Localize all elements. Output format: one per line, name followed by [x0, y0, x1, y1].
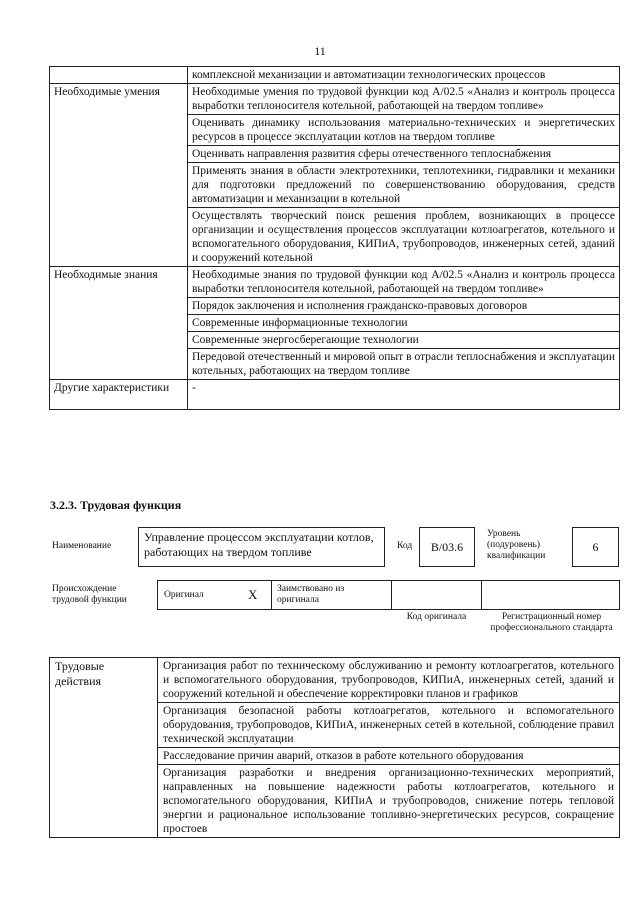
table-cell: Организация безопасной работы котлоагрегатов, котельного и вспомогательного оборудования, трубопроводов, КИПиА, инженерных сетей в котельной, соблюдение правил технической эксплуатации	[158, 703, 620, 748]
section-title: 3.2.3. Трудовая функция	[50, 498, 182, 512]
table-cell: Передовой отечественный и мировой опыт в отрасли теплоснабжения и эксплуатации котельных, работающих на твердом топливе	[188, 349, 620, 380]
table-cell: Осуществлять творческий поиск решения проблем, возникающих в процессе организации и осуществления процессов эксплуатации котлоагрегатов, котельного и вспомогательного оборудования, КИПиА, трубопроводов, инженерных сетей, зданий и сооружений котельной	[188, 208, 620, 267]
table-cell: Организация разработки и внедрения организационно-технических мероприятий, направленных на повышение надежности работы котлоагрегатов, котельного и вспомогательного оборудования, КИПиА и трубопроводов, снижение потерь тепловой энергии и рациональное использование топливно-энергетических ресурсов, сокращение простоев	[158, 765, 620, 838]
table-row	[50, 658, 620, 703]
table-cell: Оценивать динамику использования материально-технических и энергетических ресурсов в процессе эксплуатации котлов на твердом топливе	[188, 115, 620, 146]
row-label-actions: Трудовые действия	[50, 658, 158, 838]
table-cell: Расследование причин аварий, отказов в работе котельного оборудования	[158, 748, 620, 765]
code-value: В/03.6	[430, 540, 464, 554]
skills-knowledge-table	[49, 66, 620, 410]
origin-label: Происхождение трудовой функции	[52, 584, 127, 605]
table-cell: Современные энергосберегающие технологии	[188, 332, 620, 349]
labor-actions-table	[49, 657, 620, 838]
reg-number-label: Регистрационный номер профессионального стандарта	[490, 612, 613, 633]
function-name-box	[138, 527, 385, 567]
table-row	[50, 380, 620, 410]
code-original-label: Код оригинала	[406, 612, 467, 622]
row-label-other: Другие характеристики	[50, 380, 188, 410]
table-cell: комплексной механизации и автоматизации технологических процессов	[188, 67, 620, 84]
table-cell: Организация работ по техническому обслуживанию и ремонту котлоагрегатов, котельного и вспомогательного оборудования, трубопроводов, КИПиА, инженерных сетей, зданий и сооружений котельной и обеспечение корректировки планов и графиков	[158, 658, 620, 703]
table-row	[50, 267, 620, 298]
row-label-knowledge: Необходимые знания	[50, 267, 188, 380]
table-row	[50, 67, 620, 84]
code-label: Код	[397, 541, 413, 551]
original-box	[157, 580, 272, 610]
row-label-skills: Необходимые умения	[50, 84, 188, 267]
original-mark: X	[248, 587, 258, 602]
table-cell: Необходимые знания по трудовой функции код А/02.5 «Анализ и контроль процесса выработки теплоносителя котельной, работающей на твердом топливе»	[188, 267, 620, 298]
name-label: Наименование	[52, 541, 112, 551]
level-label: Уровень (подуровень) квалификации	[487, 529, 546, 561]
table-row	[50, 84, 620, 115]
level-value: 6	[592, 540, 599, 554]
borrowed-label: Заимствовано из оригинала	[277, 584, 345, 605]
original-label: Оригинал	[164, 590, 204, 600]
level-box	[572, 527, 619, 567]
table-cell-empty	[50, 67, 188, 84]
table-cell: Оценивать направления развития сферы отечественного теплоснабжения	[188, 146, 620, 163]
code-box	[419, 527, 475, 567]
table-cell: Современные информационные технологии	[188, 315, 620, 332]
code-original-box	[391, 580, 482, 610]
table-cell: -	[188, 380, 620, 410]
function-name-value: Управление процессом эксплуатации котлов, работающих на твердом топливе	[144, 530, 374, 559]
table-cell: Необходимые умения по трудовой функции код А/02.5 «Анализ и контроль процесса выработки теплоносителя котельной, работающей на твердом топливе»	[188, 84, 620, 115]
table-cell: Порядок заключения и исполнения гражданско-правовых договоров	[188, 298, 620, 315]
borrowed-box	[271, 580, 392, 610]
reg-number-box	[481, 580, 620, 610]
page-number: 11	[314, 44, 326, 58]
table-cell: Применять знания в области электротехники, теплотехники, гидравлики и механики для подготовки предложений по совершенствованию оборудования, средств автоматизации и механизации в котельной	[188, 163, 620, 208]
